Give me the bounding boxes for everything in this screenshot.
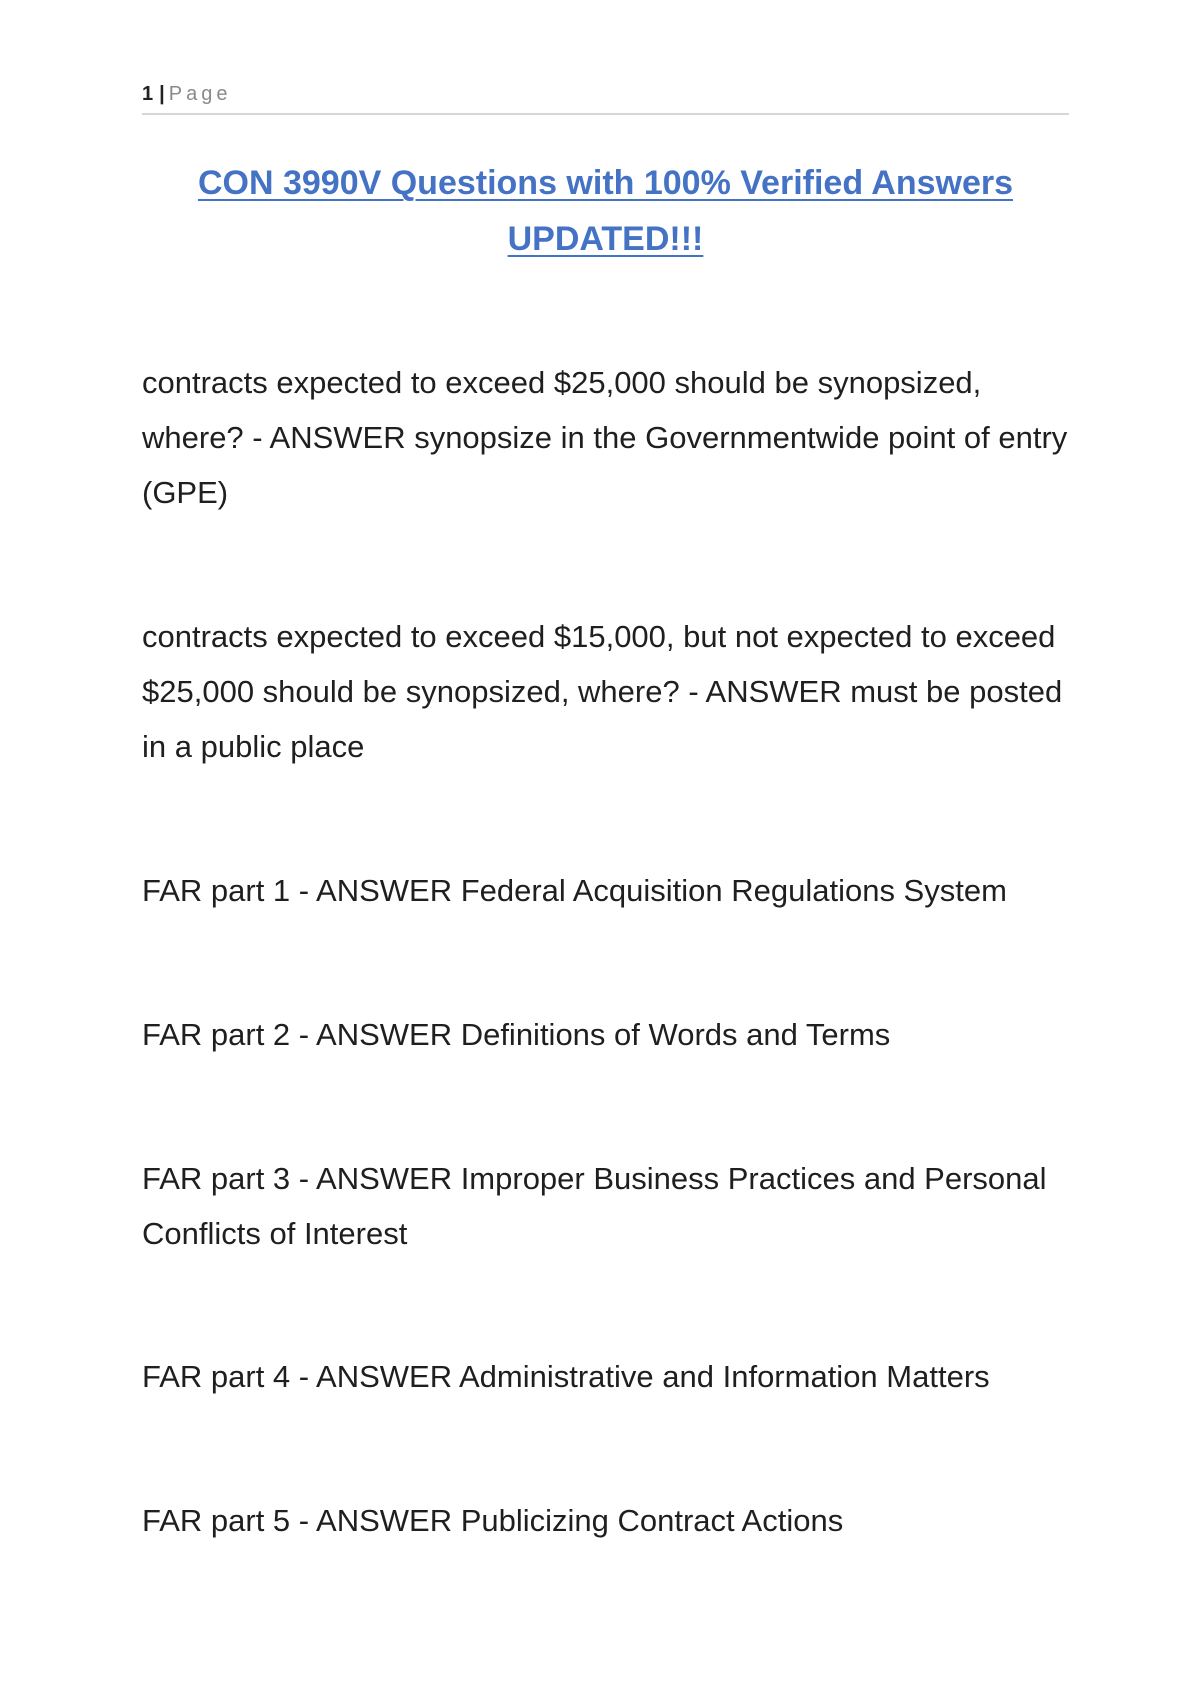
page-label: Page xyxy=(168,83,232,105)
title-line-1: CON 3990V Questions with 100% Verified Answers xyxy=(197,164,1014,202)
qa-item: contracts expected to exceed $25,000 should be synopsized, where? - ANSWER synopsize in the Governmentwide point of entry (GPE) xyxy=(142,365,1068,510)
title-line-2: UPDATED!!! xyxy=(507,220,704,258)
page-header xyxy=(142,80,1069,115)
document-title xyxy=(142,155,1069,267)
page-number: 1 xyxy=(142,83,154,105)
qa-item: FAR part 5 - ANSWER Publicizing Contract Actions xyxy=(142,1503,844,1538)
qa-item: FAR part 4 - ANSWER Administrative and Information Matters xyxy=(142,1359,990,1394)
qa-item: FAR part 2 - ANSWER Definitions of Words and Terms xyxy=(142,1017,891,1052)
qa-item: contracts expected to exceed $15,000, but not expected to exceed $25,000 should be synopsized, where? - ANSWER must be posted in a public place xyxy=(142,619,1063,764)
page-separator: | xyxy=(159,83,165,105)
qa-item: FAR part 3 - ANSWER Improper Business Practices and Personal Conflicts of Interest xyxy=(142,1161,1047,1251)
qa-item: FAR part 1 - ANSWER Federal Acquisition Regulations System xyxy=(142,873,1007,908)
